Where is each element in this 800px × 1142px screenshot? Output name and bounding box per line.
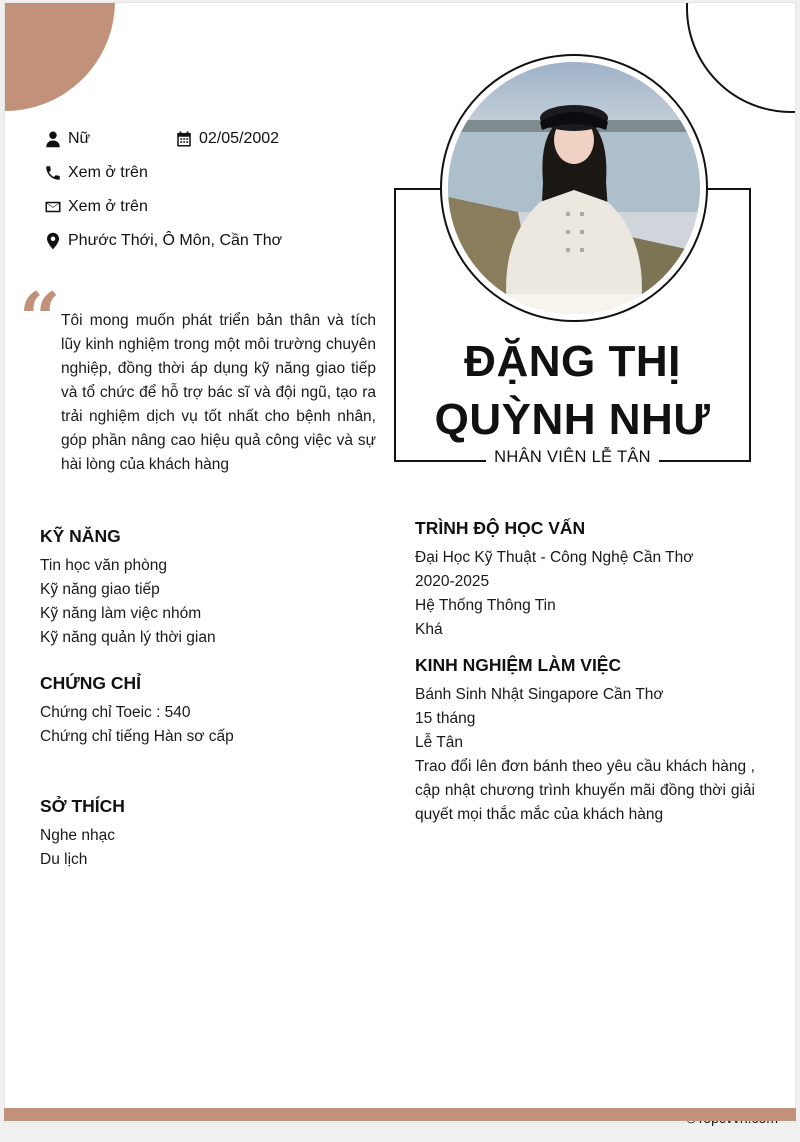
education-school: Đại Học Kỹ Thuật - Công Nghệ Cần Thơ	[415, 549, 694, 566]
calendar-icon	[175, 130, 193, 148]
gender-value: Nữ	[68, 130, 91, 147]
list-item: Du lịch	[40, 851, 88, 868]
experience-title: KINH NGHIỆM LÀM VIỆC	[415, 655, 622, 675]
gender-info	[44, 130, 90, 148]
phone-value: Xem ở trên	[68, 164, 148, 181]
education-major: Hệ Thống Thông Tin	[415, 597, 556, 614]
career-objective: Tôi mong muốn phát triển bản thân và tích lũy kinh nghiệm trong một môi trường chuyên nghiệp, đồng thời áp dụng kỹ năng giao tiếp và tổ chức để hỗ trợ bác sĩ và đội ngũ, tạo ra trải nghiệm dịch vụ tốt nhất cho bệnh nhân, góp phần nâng cao hiệu quả công việc và sự hài lòng của khách hàng	[61, 312, 376, 473]
address-value: Phước Thới, Ô Môn, Cần Thơ	[68, 232, 283, 249]
phone-icon	[44, 164, 62, 182]
birthday-info	[175, 130, 279, 148]
email-info	[44, 198, 148, 216]
name-line-2: QUỲNH NHƯ	[434, 395, 711, 444]
decorative-circle-top-left	[4, 2, 115, 111]
education-grade: Khá	[415, 621, 443, 638]
skills-title: KỸ NĂNG	[40, 526, 121, 546]
name-line-1: ĐẶNG THỊ	[464, 337, 681, 386]
education-section	[415, 516, 755, 642]
list-item: Kỹ năng giao tiếp	[40, 581, 160, 598]
list-item: Kỹ năng làm việc nhóm	[40, 605, 202, 622]
list-item: Tin học văn phòng	[40, 557, 167, 574]
list-item: Kỹ năng quản lý thời gian	[40, 629, 216, 646]
list-item: Nghe nhạc	[40, 827, 115, 844]
decorative-circle-top-right	[686, 2, 796, 113]
job-title	[394, 448, 751, 467]
email-value: Xem ở trên	[68, 198, 148, 215]
full-name	[398, 333, 747, 449]
list-item: Chứng chỉ tiếng Hàn sơ cấp	[40, 728, 234, 745]
hobbies-section	[40, 794, 370, 872]
certificates-section	[40, 671, 370, 749]
phone-info	[44, 164, 148, 182]
certificates-title: CHỨNG CHỈ	[40, 673, 142, 693]
education-title: TRÌNH ĐỘ HỌC VẤN	[415, 518, 586, 538]
experience-duration: 15 tháng	[415, 710, 476, 727]
experience-description: Trao đổi lên đơn bánh theo yêu cầu khách hàng , cập nhật chương trình khuyến mãi đồng thời giải quyết mọi thắc mắc của khách hàng	[415, 758, 755, 823]
location-pin-icon	[44, 232, 62, 250]
experience-company: Bánh Sinh Nhật Singapore Cần Thơ	[415, 686, 664, 703]
mail-icon	[44, 198, 62, 216]
experience-position: Lễ Tân	[415, 734, 463, 751]
birthday-value: 02/05/2002	[199, 130, 280, 147]
address-info	[44, 232, 282, 250]
person-icon	[44, 130, 62, 148]
list-item: Chứng chỉ Toeic : 540	[40, 704, 191, 721]
quote-icon: “	[19, 276, 61, 361]
avatar	[448, 62, 700, 314]
experience-section	[415, 653, 755, 827]
education-period: 2020-2025	[415, 573, 490, 590]
skills-section	[40, 524, 370, 650]
job-title-text: NHÂN VIÊN LỄ TÂN	[486, 448, 659, 467]
hobbies-title: SỞ THÍCH	[40, 796, 125, 816]
bottom-accent-bar	[4, 1108, 796, 1121]
